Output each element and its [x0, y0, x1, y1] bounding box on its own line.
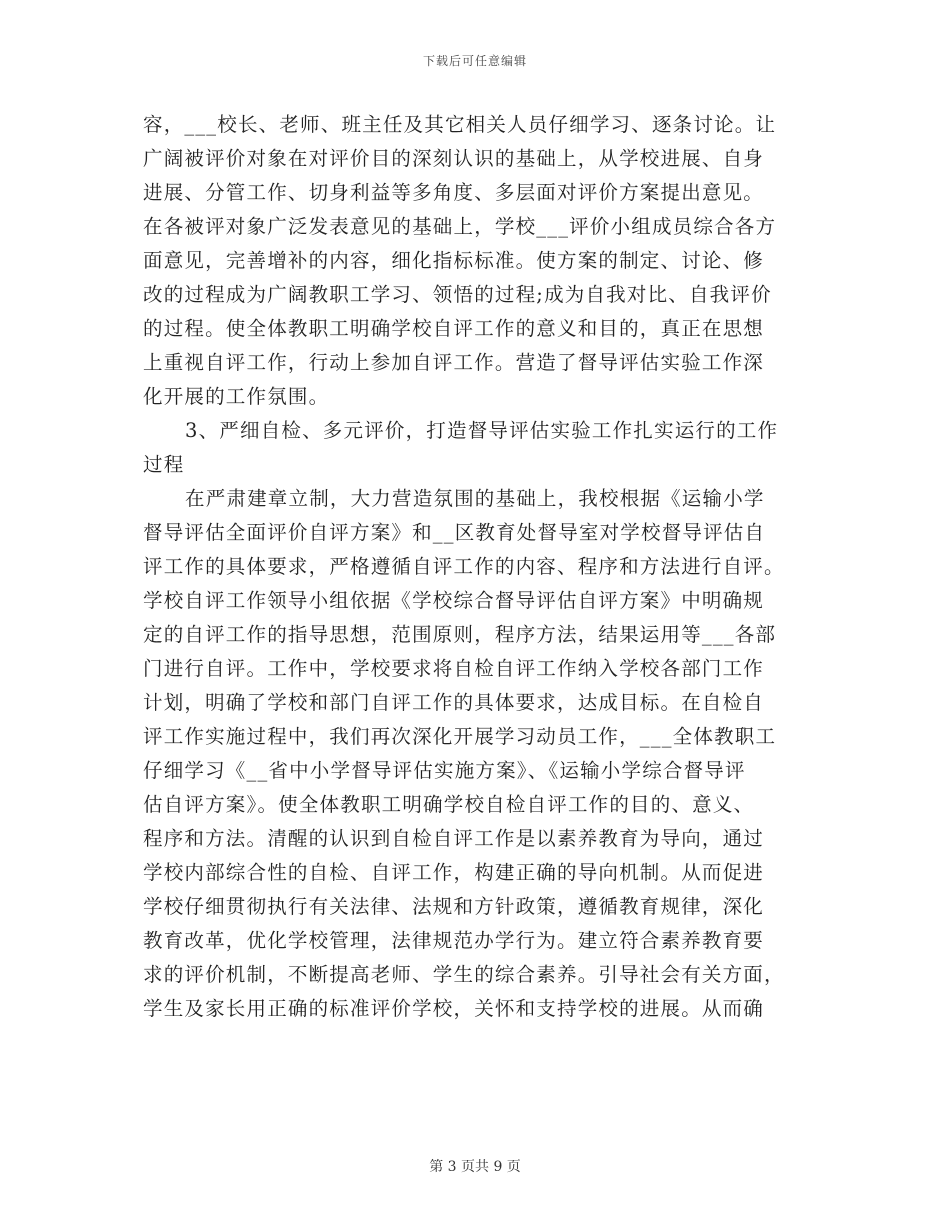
text-line: 教育改革，优化学校管理，法律规范办学行为。建立符合素养教育要 — [143, 929, 765, 952]
text-line: 门进行自评。工作中，学校要求将自检自评工作纳入学校各部门工作 — [143, 657, 765, 680]
text-line: 面意见，完善增补的内容，细化指标标准。使方案的制定、讨论、修 — [143, 249, 765, 272]
page-number: 第 3 页共 9 页 — [429, 1159, 521, 1175]
text-line: 在各被评对象广泛发表意见的基础上，学校___评价小组成员综合各方 — [143, 215, 777, 238]
text-line: 仔细学习《__省中小学督导评估实施方案》、《运输小学综合督导评 — [143, 759, 746, 782]
text-line: 的过程。使全体教职工明确学校自评工作的意义和目的，真正在思想 — [143, 317, 765, 340]
text-line: 计划，明确了学校和部门自评工作的具体要求，达成目标。在自检自 — [143, 691, 765, 714]
section-heading: 3、严细自检、多元评价，打造督导评估实验工作扎实运行的工作 — [185, 419, 779, 442]
text-line: 容，___校长、老师、班主任及其它相关人员仔细学习、逐条讨论。让 — [143, 113, 777, 136]
text-line: 广阔被评价对象在对评价目的深刻认识的基础上，从学校进展、自身 — [143, 147, 765, 170]
text-line: 改的过程成为广阔教职工学习、领悟的过程;成为自我对比、自我评价 — [143, 283, 772, 306]
page-header: 下载后可任意编辑 — [422, 54, 527, 68]
text-line: 定的自评工作的指导思想，范围原则，程序方法，结果运用等___各部 — [143, 623, 777, 646]
text-line: 学校自评工作领导小组依据《学校综合督导评估自评方案》中明确规 — [143, 589, 765, 612]
text-line: 求的评价机制，不断提高老师、学生的综合素养。引导社会有关方面， — [143, 963, 785, 986]
text-line: 学校仔细贯彻执行有关法律、法规和方针政策，遵循教育规律，深化 — [143, 895, 765, 918]
document-body — [143, 108, 811, 1026]
section-heading-continued: 过程 — [143, 453, 185, 476]
text-line: 进展、分管工作、切身利益等多角度、多层面对评价方案提出意见。 — [143, 181, 765, 204]
text-line: 学生及家长用正确的标准评价学校，关怀和支持学校的进展。从而确 — [143, 997, 765, 1020]
text-line: 督导评估全面评价自评方案》和__区教育处督导室对学校督导评估自 — [143, 521, 766, 544]
text-line: 上重视自评工作，行动上参加自评工作。营造了督导评估实验工作深 — [143, 351, 765, 374]
text-line: 学校内部综合性的自检、自评工作，构建正确的导向机制。从而促进 — [143, 861, 765, 884]
text-line: 评工作实施过程中，我们再次深化开展学习动员工作，___全体教职工 — [143, 725, 777, 748]
paragraph-start-line: 在严肃建章立制，大力营造氛围的基础上，我校根据《运输小学 — [185, 487, 765, 510]
text-line: 估自评方案》。使全体教职工明确学校自检自评工作的目的、意义、 — [143, 793, 755, 816]
text-line: 程序和方法。清醒的认识到自检自评工作是以素养教育为导向，通过 — [143, 827, 765, 850]
text-line: 评工作的具体要求，严格遵循自评工作的内容、程序和方法进行自评。 — [143, 555, 785, 578]
text-line: 化开展的工作氛围。 — [143, 385, 330, 408]
